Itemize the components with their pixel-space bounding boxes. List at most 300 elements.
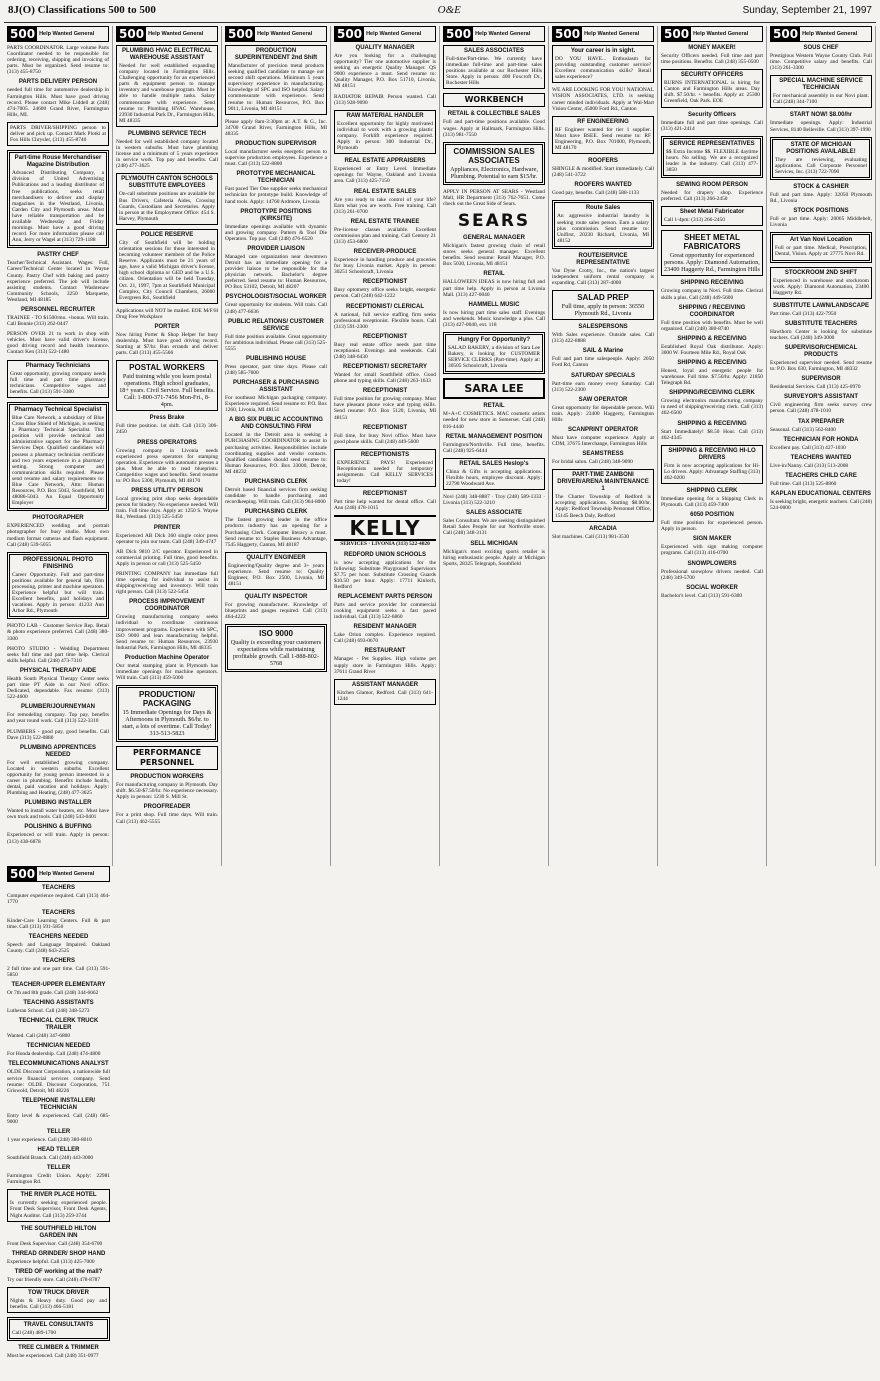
ad-body: EXPERIENCE PAYS! Experienced Receptionists needed for temporary assignments. Call KELLY SERVICES today! [337,459,433,485]
ad-heading: SIGN MAKER [692,536,732,543]
ad-body: BURNS INTERNATIONAL is hiring for Canton and Farmington Hills areas. Day shift. $7.50/hr. + benefits. Apply at: 25300 Greenfield, Oak Park. EOE [664,80,760,105]
classified-ad [334,594,436,620]
category-number: 500 [228,27,254,41]
ad-body: Now hiring Porter & Shop Helper for busy dealership. Must have good driving record. Starting at $7/hr. Run errands and deliver parts. Call (313) 455-5566 [116,332,218,357]
ad-body: Growing company in Livonia needs experienced press operators for stamping operation. Experience with automatic presses a plus. Must be able to read blueprints. Competitive wages and benefits. Send resume to: PO Box 5300, Plymouth, MI 48170 [116,447,218,485]
ad-body: Full time position for experienced person. Apply in person. [661,520,763,533]
classified-ad [225,119,327,137]
classified-ad [7,1226,110,1247]
ad-heading: SELL MICHIGAN [470,540,518,547]
category-header [770,26,872,42]
ad-body: Civil engineering firm seeks survey crew person. Call (248) 478-1010 [770,402,872,415]
classified-ad [770,455,872,469]
classified-ad [334,219,436,245]
ad-heading: PRODUCTION WORKERS [130,774,204,781]
classified-ad [7,402,109,511]
classified-ad [334,334,436,360]
ad-body: AB Dick 9810 2/C operator. Experienced in commercial printing. Full time, good benefits. Apply in person or call (313) 525-5450 [116,548,218,567]
ad-body: Michigan's fastest growing chain of retail stores seeks general manager. Excellent benefits. Send resume: Retail Manager, P.O. Box 5030, Livonia, MI 48151 [443,243,545,268]
classified-ad [552,324,654,344]
ad-body: Excellent opportunity for highly motivated individual to work with a growing plastic company. Forklift experience required. Apply in person: 300 Industrial Dr., Plymouth [337,120,433,152]
classified-ad [661,390,763,416]
ad-heading: RF ENGINEERING [577,118,629,125]
ad-heading: THREAD GRINDER/ SHOP HAND [11,1250,106,1257]
classified-ad [443,378,545,399]
ad-body: $$ Extra Income $$. FLEXIBLE daytime hours. No selling. We are a recognized leader in the industry. Call (313) 477-3850 [666,148,758,174]
ad-body: Seasonal. Call (313) 562-8400 [770,426,836,433]
ad-body: Call 1-4pm: (313) 266-2450 [664,217,725,224]
classified-ad [661,112,763,132]
classified-ad [7,885,110,905]
classified-ad [7,1018,110,1039]
ad-body: With Sales experience. Outside sales. Call (313) 422-8888 [552,332,654,345]
ad-body: Experienced with sign making computer programs. Call (313) 416-0700 [661,544,763,557]
ad-heading: Art Van Novi Location [789,237,853,244]
classified-ad [334,249,436,275]
ad-body: is now accepting applications for the following: Substitute Playground Supervisors $7.75 per hour. Substitute Crossing Guards $10.50 per hour. Apply: 17711 Kinloch, Redford [334,559,436,590]
ad-heading: QUALITY MANAGER [355,45,415,51]
ad-heading: PROOFREADER [143,804,191,811]
classified-ad [770,419,872,433]
ad-body: Wanted to install water heaters, etc. Must have own truck and tools. Call (248) 543-0401 [7,808,109,821]
ad-body: Or 7th and 8th grade. Call (248) 344-6662 [7,990,99,997]
ad-heading: Pharmacy Technical Specialist [14,406,102,413]
ad-body: Are you looking for a challenging opportunity? Tier one automotive supplier is seeking an energetic Quality Manager. QS 9000 experience a must. Send resume to: Quality Manager, P.O. Box 51710, Livonia, MI 48151 [334,53,436,90]
classified-column [767,26,876,866]
ad-heading: SOCIAL WORKER [686,584,738,591]
classified-ad [552,451,654,465]
ad-heading: COMMISSION SALES ASSOCIATES [453,146,535,165]
classified-ad [661,230,763,276]
ad-body: For growing manufacturer. Knowledge of blueprints and gauges required. Call (313) 464-4222 [225,602,327,621]
ad-body: Immediate openings. Apply: Industrial Services, 8140 Belleville. Call (313) 397-1990 [770,120,872,133]
classified-ad [552,200,654,248]
ad-body: PRINTING COMPANY has immediate full time opening for individual to assist in shipping/receiving and inventory. Will train right person. Call (313) 522-5454 [116,570,218,596]
classified-ad [225,624,327,672]
classified-ad [116,655,218,681]
ad-body: Paid training while you learn postal operations. High school graduates, 18+ years. Civil Service. Full benefits. Call: 1-800-371-7456 Mon-Fri., 8-4pm. [119,373,215,409]
classified-ad [661,280,763,300]
classified-ad [7,1345,110,1359]
ad-body: TRAINEE - TO $1500/mo. +bonus. Will train. Call Bonnie (313) 262-0447 [7,315,109,328]
classified-ad [552,87,654,111]
ad-body: Full time position available. Great opportunity for ambitious individual. Please call (313) 525-5555 [225,333,327,352]
ad-body: Call (248) 489-1700 [12,1330,57,1337]
ad-heading: Pharmacy Technicians [25,362,91,369]
classified-ad [7,824,109,844]
classified-column [549,26,658,866]
ad-heading: MONEY MAKER! [688,45,736,51]
classified-ad [334,491,436,511]
classified-ad [770,437,872,451]
classified-ad [225,45,327,115]
ad-heading: TECHNICIAN NEEDED [26,1043,91,1050]
classified-ad [770,303,872,317]
classified-ad [225,509,327,547]
classified-ad [661,69,763,107]
classified-ad [116,173,218,224]
classified-ad [661,305,763,332]
ad-heading: Your career is in sight. [570,48,636,54]
ad-body: For mechanical assembly in our Novi plant. Call (248) 344-7100 [773,93,869,106]
classified-ad [661,182,763,202]
classified-ad [7,623,109,641]
ad-body: For remodeling company. Top pay, benefits and year round work. Call (313) 522-3310 [7,712,109,725]
classified-ad [443,211,545,231]
ad-body: Please apply 8am-3:30pm at: A.T. & G., Inc. 34700 Grand River, Farmington Hills, MI 48335 [225,118,327,137]
ad-body: Experienced or will train. Apply in person: (313) 438-6878 [7,832,109,845]
classified-ad [443,111,545,137]
ad-body: Career Opportunity. Full and part-time positions available for general lab, film processing, printer and machine operators. Experience helpful but will train. Excellent benefits, paid holidays and vacations. Apply in person: 41233 Ann Arbor Rd., Plymouth [12,571,104,615]
classified-ad [552,45,654,83]
ad-heading: PROFESSIONAL PHOTO FINISHING [22,556,94,570]
ad-heading: PRODUCTION SUPERVISOR [235,141,317,148]
ad-body: Growing electronics manufacturing company in need of shipping/receiving clerk. Call (313) 462-6500 [661,398,763,417]
ad-heading: STOCK POSITIONS [793,208,849,215]
ad-body: Computer experience required. Call (313) 464-1770 [7,893,110,906]
ad-body: Great opportunity for dependable person. Will train. Apply: 23400 Haggerty, Farmington Hills [552,404,654,423]
category-number: 500 [10,867,36,882]
ad-heading: SERVICE REPRESENTATIVES [669,140,755,147]
ad-body: On-call substitute positions are available for Bus Drivers, Cafeteria Aides, Crossing Guards, Custodians and Secretaries. Apply in person at the Employment Office: 454 S. Harvey, Plymouth [119,191,215,222]
ad-heading: TELECOMMUNICATIONS ANALYST [8,1061,109,1068]
category-header [225,26,327,42]
category-title: Help Wanted General [39,31,95,37]
ad-body: Sales Consultant. We are seeking distinguished Retail Sales People for our Northville store. Call (248) 348-3131 [443,518,545,537]
classified-ad [443,403,545,429]
ad-heading: SUPERVISOR [801,376,841,383]
classified-ad [443,45,545,89]
ad-heading: SHIPPING CLERK [686,488,738,494]
ad-body: Needed for well established company located in western suburbs. Must have plumbing license and a minimum of 5 years experience in service work. Top pay and benefits. Call (248) 477-3625 [116,138,218,170]
classified-ad [334,388,436,420]
ad-body: Must be experienced. Call (248) 351-0977 [7,1353,99,1360]
ad-body: Manager - Pet Supplies. High volume pet supply store in Farmington Hills. Apply: 37611 Grand River [334,656,436,675]
ad-heading: PHOTOGRAPHER [32,515,84,522]
ad-heading: SAIL & Marine [582,348,624,355]
ad-body: PARTS COORDINATOR. Large volume Parts Coordinator needed to be responsible for ordering, receiving, shipping and invoicing of parts. Must be organized. Send resume to: (313) 455-8750 [7,45,109,76]
ad-heading: QUALITY ENGINEER [246,554,306,561]
classified-ad [225,294,327,314]
ad-heading: SHIPPING RECEIVING [680,280,744,287]
classified-ad [552,253,654,286]
ad-body: City of Southfield will be holding orientation sessions for those interested in becoming volunteer members of the Police Reserve. Applicants must be 21 years of age, have a valid Michigan driver's license, high school diploma or GED and be a U.S. citizen. Orientation will be held Tuesday, Oct. 21, 1997, 7pm at Southfield Municipal Complex, City Council Chambers, 26000 Evergreen Rd., Southfield [119,239,215,301]
ad-heading: PROCESS IMPROVEMENT COORDINATOR [129,599,205,613]
ad-body: PARTS DRIVER/SHIPPING person to deliver and pick up. Contact Mark Plotki at Fox Hills Chrysler, (313) 455-8740 [10,124,106,144]
ad-heading: PUBLISHING HOUSE [245,355,306,362]
ad-body: PLUMBERS - good pay, good benefits. Call Dave (313) 522-0880 [7,728,109,741]
ad-body: Security Officers needed. Full time and part time positions. Benefits. Call (248) 355-0500 [661,53,763,66]
classified-ad [661,585,763,599]
ad-body: Quality is exceeding your customers expectations while maintaining profitable growth. Call 1-888-802-5768 [230,639,322,668]
classified-ad [552,116,654,154]
ad-heading: RECEPTIONISTS [360,451,410,458]
classified-ad [7,331,109,355]
ad-body: Are you ready to take control of your life? Earn what you are worth. Free training. Call (313) 261-0700 [334,196,436,215]
ad-body: For bridal salon. Call (248) 348-9090 [552,459,633,466]
classified-ad [7,552,109,620]
ad-body: Must have computer experience. Apply at CDM, 37675 Interchange, Farmington Hills [552,435,654,448]
classified-ad [225,246,327,291]
ad-heading: Security Officers [687,111,737,118]
classified-ad [7,1061,110,1093]
ad-body: Novi (248) 348-8887 · Troy (248) 589-1333 · Livonia (313) 522-3210 [443,494,545,507]
ad-heading: STOCKROOM 2ND SHIFT [784,269,858,276]
ad-heading: SALESPERSONS [578,324,628,331]
ad-body: Good pay, benefits. Call (248) 588-1133 [552,190,640,197]
classified-ad [7,646,109,664]
ad-heading: RETAIL MANAGEMENT POSITION [445,433,543,440]
ad-heading: POLISHING & BUFFING [24,824,92,831]
ad-body: Engineering/Quality degree and 3+ years experience. Send resume to: Quality Engineer, P.O. Box 2500, Livonia, MI 48151 [228,562,324,588]
issue-date: Sunday, September 21, 1997 [742,5,872,16]
ad-heading: START NOW! $8.00/hr [789,112,853,119]
classified-ad [334,648,436,674]
ad-body: Full-time/Part-time. We currently have immediate full-time and part-time sales positions available at our Rochester Hills Store. Apply in person: 400 Foxcroft Dr., Rochester Hills [446,56,542,87]
classified-ad [770,208,872,228]
category-title: Help Wanted General [693,31,749,37]
ad-body: Try our friendly store. Call (248) 478-8787 [7,1276,101,1283]
classified-ad [7,1165,110,1185]
classified-ad [334,449,436,487]
classified-ad [443,189,545,207]
ad-heading: SUBSTITUTE TEACHERS [784,320,858,327]
ad-heading: SHIPPING & RECEIVING HI-LO DRIVERS [668,447,756,461]
ad-heading: RETAIL SALES Heslop's [459,460,529,467]
ad-body: Southfield Branch. Call (248) 443-3000 [7,1155,94,1162]
ad-heading: PLUMBING HVAC ELECTRICAL WAREHOUSE ASSISTANT [122,48,212,61]
ad-heading: REAL ESTATE SALES [353,188,417,195]
classified-ad [225,380,327,413]
classified-ad [334,94,436,106]
classified-ad [7,745,109,797]
classified-ad [225,479,327,505]
ad-body: DO YOU HAVE... Enthusiasm for providing outstanding customer service? Excellent communication skills? Retail sales experience? [555,56,651,81]
ad-body: Needed for well established expanding company located in Farmington Hills. Challenging opportunity for an experienced parts & equipment person to manage inventory and warehouse program. Must be able to handle multiple tasks. Salary commensurate with experience. Send resume to: Plumbing HVAC Warehouse, 23930 Industrial Park Dr., Farmington Hills, MI 48335 [119,63,215,124]
classified-ad [770,45,872,71]
classified-ad [443,271,545,297]
ad-heading: SECURITY OFFICERS [680,72,744,79]
ad-body: Hawthorn Center is looking for substitute teachers. Call (248) 349-3000 [770,328,872,341]
ad-heading: PURCHASING CLERK [244,509,308,516]
classified-ad [552,348,654,368]
ad-heading: RECEPTIONIST [362,333,408,340]
classified-ad [7,729,109,741]
ad-body: Prestigious Western Wayne County Club. Full time. Competitive salary and benefits. Call (313) 261-3300 [770,53,872,72]
classified-ad [334,45,436,90]
ad-body: Nights & Heavy duty. Good pay and benefits. Call (313) 466-5181 [10,1297,107,1311]
ad-body: Manufacturer of precision metal products seeking qualified candidate to manage our second shift operations. Minimum 5 years supervisory experience in manufacturing. Knowledge of SPC and ISO helpful. Salary commensurate with experience. Send resume to: Human Resources, P.O. Box 9011, Livonia, MI 48151 [228,63,324,112]
ad-body: A national, full service staffing firm seeks professional receptionist. Flexible hours. Call (313) 591-2300 [334,311,436,330]
ad-body: Wanted. Call (248) 347-6800 [7,1033,71,1040]
ad-heading: TELLER [46,1165,71,1172]
ad-body: For manufacturing company in Plymouth. Day shift. $6.50-$7.50/hr. No experience necessary. Apply in person: 1230 S. Mill St. [116,782,218,801]
masthead-left [8,4,156,16]
ad-heading: KAPLAN EDUCATIONAL CENTERS [770,490,872,497]
ad-body: Bachelor's level. Call (313) 591-6300 [661,592,743,599]
ad-heading: RECEPTIONIST/ CLERICAL [345,303,424,310]
ad-heading: SOUS CHEF [803,45,839,51]
classified-column [113,26,222,866]
ad-heading: TEACHERS NEEDED [28,933,89,940]
classified-column [658,26,767,866]
ad-heading: TEACHERS CHILD CARE [785,472,857,479]
classified-ad [7,800,109,820]
ad-heading: SHIPPING & RECEIVING [677,335,747,342]
category-header [7,866,110,882]
classified-ad [443,302,545,328]
ad-body: Local manufacturer seeks energetic person to supervise production employees. Experience a must. Call (313) 522-8800 [225,149,327,168]
ad-body: Pre-license classes available. Excellent commission plan and training. Call Century 21 (313) 453-6800 [334,226,436,245]
category-title: Help Wanted General [148,31,204,37]
category-number: 500 [119,27,145,41]
ad-body: The Charter Township of Redford is accepting applications. Starting $8.00/hr. Apply: Redford Township Personnel Office, 15145 Beech Daly, Redford [555,494,651,519]
ad-heading: POLICE RESERVE [140,231,194,238]
classified-ad [7,1098,110,1125]
category-number: 500 [337,27,363,41]
classified-ad [7,1000,110,1014]
ad-heading: RAW MATERIAL HANDLER [346,112,424,119]
category-header [116,26,218,42]
classified-ad [334,304,436,330]
ad-body: Full time. Call (313) 525-8860 [770,480,837,487]
classified-ad [7,150,109,248]
ad-body: Experienced AB Dick 360 single color press operator to join our team. Call (248) 349-4747 [116,532,218,545]
classified-ad [225,552,327,590]
classified-ad [116,599,218,651]
classified-ad [443,494,545,506]
ad-body: Michigan's most exciting sports retailer is hiring enthusiastic people. Apply at Michigan Sports, 28325 Telegraph, Southfield [443,548,545,567]
ad-heading: PRESS OPERATORS [137,439,197,446]
advertiser-logo: SEARS [457,211,531,232]
ad-heading: PSYCHOLOGIST/SOCIAL WORKER [225,294,327,301]
category-header [7,26,109,42]
ad-heading: SPECIAL MACHINE SERVICE TECHNICIAN [779,78,863,92]
classified-ad [552,469,654,521]
ad-heading: PRINTER [153,524,181,531]
ad-heading: PHYSICAL THERAPY AIDE [19,667,97,674]
ad-body: Full time position with benefits. Must be well organized. Call (248) 380-8740 [661,319,763,332]
ad-heading: PLYMOUTH CANTON SCHOOLS SUBSTITUTE EMPLOYEES [121,176,213,190]
ad-heading: SHIPPING/RECEIVING CLERK [669,390,755,397]
ad-body: Full and part-time positions available. Good wages. Apply at Hallmark, Farmington Hills. (313) 981-7550 [443,119,545,138]
ad-heading: PASTRY CHEF [37,252,79,259]
classified-column [4,866,113,1381]
ad-body: SERVICES · LIVONIA (313) 522-4020 [340,541,430,548]
classified-ad [116,360,218,411]
ad-body: Experience helpful. Call (313) 425-7000 [7,1258,95,1265]
classified-ad [116,488,218,520]
classified-ad [443,142,545,185]
ad-body: Residential Services. Call (313) 425-0970 [770,384,861,391]
classified-ad [661,512,763,532]
classified-ad [661,561,763,581]
ad-heading: TRAVEL CONSULTANTS [23,1322,94,1329]
ad-body: Part time help wanted for dental office. Call Ann (248) 478-1015 [334,499,436,512]
ad-heading: ROOFERS WANTED [574,182,632,189]
ad-heading: TEACHER-UPPER ELEMENTARY [11,982,106,989]
ad-heading: SHIPPING & RECEIVING [677,420,747,427]
classified-ad [661,136,763,178]
ad-body: PHOTO LAB - Customer Service Rep. Retail & photo experience preferred. Call (248) 380-3300 [7,623,109,642]
classified-ad [661,206,763,226]
category-title: Help Wanted General [475,31,531,37]
ad-heading: REAL ESTATE TRAINEE [350,218,420,225]
paper-name: O&E [437,4,461,16]
classified-ad [116,440,218,485]
classified-ad [552,290,654,320]
classified-columns [4,26,876,1381]
ad-body: SALAD BAKERY, a division of Sara Lee Bakery, is looking for CUSTOMER SERVICE CLERKS (Part-time). Apply at: 30505 Schoolcraft, Livonia [448,344,540,370]
ad-heading: Hungry For Opportunity? [458,336,530,343]
classified-ad [334,189,436,215]
ad-body: Great opportunity, growing company needs full time and part time pharmacy technicians. Competitive wages and benefits. Call (313) 591-3380 [10,370,106,395]
ad-heading: RETAIL [483,271,505,278]
ad-heading: HEAD TELLER [37,1147,80,1154]
advertiser-logo: WORKBENCH [443,93,545,107]
category-header [552,26,654,42]
classified-ad [661,45,763,65]
ad-body: Full and part time salespeople. Apply: 2050 Ford Rd, Canton [552,356,654,369]
classified-ad [334,679,436,705]
ad-heading: TECHNICAL CLERK TRUCK TRAILER [18,1018,99,1032]
ad-body: Farmington/Northville. Full time, benefits. Call (248) 925-6444 [443,441,545,454]
classified-ad [116,804,218,824]
ad-body: Full time position. 1st shift. Call (313) 306-2450 [116,423,218,436]
classified-ad [7,1147,110,1161]
ad-heading: SEAMSTRESS [582,451,624,458]
ad-heading: THE SOUTHFIELD HILTON GARDEN INN [20,1225,97,1239]
ad-body: Full or part time. Medical, Prescription, Dental, Vision. Apply at: 27775 Novi Rd. [775,245,867,258]
classified-ad [116,549,218,567]
classified-ad [770,137,872,180]
classified-ad [116,525,218,545]
ad-heading: TEACHERS [41,909,75,916]
ad-body: For southeast Michigan packaging company. Experience required. Send resume to: P.O. Box 1260, Livonia, MI 48151 [225,395,327,414]
classified-column [331,26,440,866]
ad-body: Slot machines. Call (313) 981-3530 [552,533,630,540]
classified-ad [770,473,872,487]
ad-body: Advanced Distributing Company, a division of United Advertising Publications and a leading distributor of free publications, seeks retail merchandisers to deliver and display magazines in the Westland, Livonia, Garden City and Plymouth areas. Must have reliable transportation and be available Wednesday and Friday mornings. Must have a good driving record. For more information please call Ann, Jerry or Wagel at (313) 729-1188 [12,170,104,244]
ad-heading: RECEPTIONIST [362,279,408,286]
classified-ad [661,421,763,441]
ad-body: Start Immediately! $8.50 Hour. Call (313) 462-4345 [661,428,763,441]
ad-body: Full time, for busy Novi office. Must have good phone skills. Call (248) 449-5600 [334,432,436,445]
ad-body: SHINGLE & modified. Start immediately. Call (248) 541-3722 [552,166,654,179]
ad-heading: PROVIDER LIAISON [247,245,305,252]
ad-heading: SHIPPING / RECEIVING COORDINATOR [678,304,746,318]
ad-heading: PURCHASING CLERK [244,479,308,486]
ad-heading: Part-time Rouse Merchandiser Magazine Distribution [14,155,102,169]
advertiser-logo: KELLY [334,515,436,541]
ad-body: Our metal stamping plant in Plymouth has immediate openings for machine operators. Will train. Call (313) 459-5000 [116,662,218,682]
ad-body: Fast paced Tier One supplier seeks mechanical technician for prototype build. Knowledge of hand tools. Apply: 14760 Ardmore, Livonia [225,186,327,205]
ad-body: HALLOWEEN IDEAS is now hiring full and part time help. Apply in person at Livonia Mall. (313) 427-0040 [443,279,545,298]
ad-body: PHOTO STUDIO - Wedding Department seeks full time and part time help. Clerical skills helpful. Call (248) 473-7310 [7,645,109,664]
ad-body: Experienced or Entry Level. Immediate openings for Wayne, Oakland and Livonia area. Call (313) 425-7150 [334,166,436,185]
ad-body: An aggressive industrial laundry is seeking route sales person. Earn a salary plus commission. Send resume to: Unifirst, 20230 Richard, Livonia, MI 48152 [557,213,649,244]
ad-heading: RECEPTIONIST [362,388,408,395]
classified-ad [552,373,654,393]
classified-ad [116,774,218,800]
ad-body: Great opportunity for experienced persons. Apply: Diamond Automation, 23400 Haggerty Rd., Farmington Hills [664,252,760,274]
ad-body: China & Gifts is accepting applications. Flexible hours, employee discount. Apply: 22790 Woodward Ave. [446,468,542,487]
ad-body: For well established growing company. Located in western suburbs. Excellent opportunity for young person interested in a career in plumbing. Benefits include health, dental, paid vacation and holidays. Apply: Plumbing and Heating, (248) 477-3625 [7,759,109,797]
ad-body: OLDE Discount Corporation, a nationwide full service financial services company. Send resume: OLDE Discount Corporation, 751 Griswold, Detroit, MI 48226 [7,1069,110,1094]
ad-heading: PUBLIC RELATIONS/ CUSTOMER SERVICE [228,318,324,332]
ad-heading: ARCADIA [589,525,617,532]
ad-body: Firm is now accepting applications for Hi-Lo drivers. Apply: Advantage Staffing (313) 462-0200 [664,462,760,481]
